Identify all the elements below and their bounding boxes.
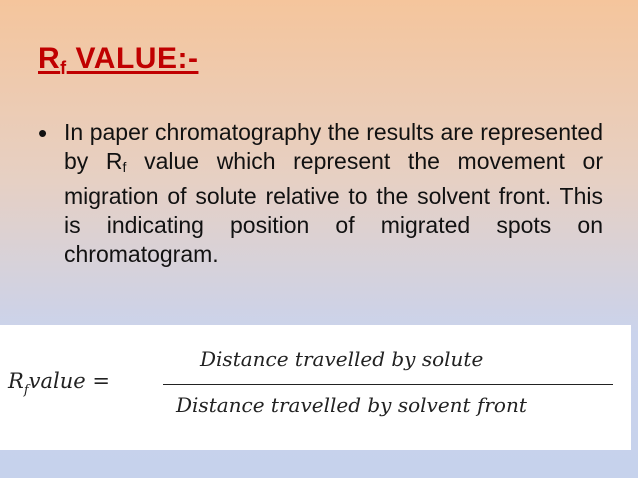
bullet-text-part2: value which represent the movement or migration of solute relative to the solvent front. This is indicating position of migrated spots on chromatogram.	[64, 148, 604, 267]
bullet-text	[64, 118, 603, 269]
bullet-dot-icon: •	[38, 118, 48, 148]
bullet-subscript-f: f	[122, 159, 127, 175]
formula-lhs	[8, 369, 110, 398]
formula-lhs-subscript: f	[23, 383, 29, 398]
bullet-item	[38, 118, 603, 269]
title-subscript-f: f	[60, 58, 67, 78]
formula-lhs-r: R	[8, 369, 24, 393]
formula-box	[0, 325, 631, 450]
title-r: R	[38, 42, 61, 75]
formula-denominator: Distance travelled by solvent front	[176, 393, 527, 417]
formula-lhs-rest: value =	[28, 369, 110, 393]
formula-numerator: Distance travelled by solute	[200, 347, 484, 371]
fraction-line	[163, 384, 613, 385]
bullet-text-part1: In paper chromatography the results are represented by R	[64, 119, 603, 174]
title-rest: VALUE:-	[66, 42, 199, 75]
slide-title	[38, 42, 198, 79]
